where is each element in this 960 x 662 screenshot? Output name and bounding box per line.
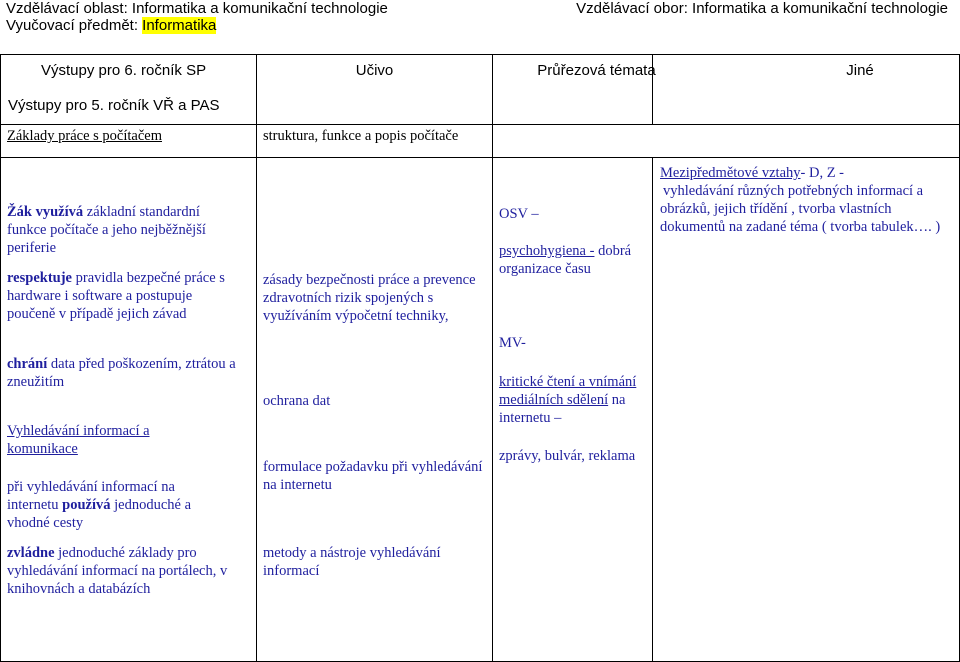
output-2-text: pravidla bezpečné práce s hardware i software a postupuje poučeně v případě jejich závad [7, 270, 225, 322]
cross-mv: MV- [499, 335, 526, 351]
col-header-curriculum-text: Učivo [355, 62, 394, 79]
other-subjects: - D, Z - [800, 165, 845, 181]
output-2 [7, 269, 237, 323]
col-header-cross [493, 55, 656, 125]
curriculum-2: ochrana dat [263, 393, 331, 409]
area-label: Vzdělávací oblast: Informatika a komunikační technologie [6, 0, 388, 17]
output-6-verb: zvládne [7, 545, 55, 561]
subject-value: Informatika [142, 17, 217, 34]
output-1-text: základní standardní funkce počítače a jeho nejběžnější periferie [7, 204, 206, 256]
curriculum-3: formulace požadavku při vyhledávání na internetu [263, 459, 483, 493]
section-title: Základy práce s počítačem [7, 128, 162, 144]
section-topic: struktura, funkce a popis počítače [263, 128, 459, 144]
output-4-title-b: komunikace [7, 441, 78, 457]
output-3-verb: chrání [7, 356, 48, 372]
cross-osv-detail [499, 242, 651, 278]
field-label: Vzdělávací obor: Informatika a komunikační technologie [576, 0, 948, 17]
output-1 [7, 203, 232, 257]
col-header-outputs-5: Výstupy pro 5. ročník VŘ a PAS [8, 97, 220, 114]
other-link: Mezipředmětové vztahy [660, 165, 801, 181]
output-5-post: jednoduché a vhodné cesty [7, 497, 192, 531]
col-header-other-text: Jiné [846, 62, 874, 79]
output-5 [7, 478, 229, 532]
curriculum-1: zásady bezpečnosti práce a prevence zdravotních rizik spojených s využíváním výpočetní techniky, [263, 272, 476, 324]
output-5-pre: při vyhledávání informací na internetu [7, 479, 175, 513]
col-header-outputs-6: Výstupy pro 6. ročník SP [41, 62, 207, 79]
cross-osv-text: dobrá organizace času [499, 243, 632, 277]
col-header-cross-text: Průřezová témata [537, 62, 656, 79]
cross-osv: OSV – [499, 206, 539, 222]
output-6 [7, 544, 253, 598]
output-5-verb: používá [62, 497, 111, 513]
output-4-title-a: Vyhledávání informací a [7, 423, 150, 439]
subject-label: Vyučovací předmět: [6, 17, 143, 34]
section-empty-cell [493, 125, 960, 158]
output-3 [7, 355, 253, 391]
other-text: vyhledávání různých potřebných informací a obrázků, jejich třídění , tvorba vlastních dokumentů na zadané téma ( tvorba tabulek…. ) [660, 183, 941, 235]
subject-line [6, 17, 216, 35]
cross-osv-link: psychohygiena - [499, 243, 595, 259]
output-6-text: jednoduché základy pro vyhledávání informací na portálech, v knihovnách a databázích [7, 545, 228, 597]
output-2-verb: respektuje [7, 270, 72, 286]
cross-mv-detail [499, 373, 649, 427]
output-3-text: data před poškozením, ztrátou a zneužitím [7, 356, 236, 390]
col-header-other [653, 55, 960, 125]
other-links [660, 164, 950, 182]
cross-mv-extra: zprávy, bulvár, reklama [499, 448, 636, 464]
output-4-title [7, 422, 247, 458]
col-header-curriculum [257, 55, 493, 125]
cross-mv-text: na internetu – [499, 392, 626, 426]
curriculum-4: metody a nástroje vyhledávání informací [263, 545, 441, 579]
output-1-verb: Žák využívá [7, 204, 84, 220]
cross-mv-link: kritické čtení a vnímání mediálních sdělení [499, 374, 637, 408]
header-outputs-cell [1, 55, 257, 125]
